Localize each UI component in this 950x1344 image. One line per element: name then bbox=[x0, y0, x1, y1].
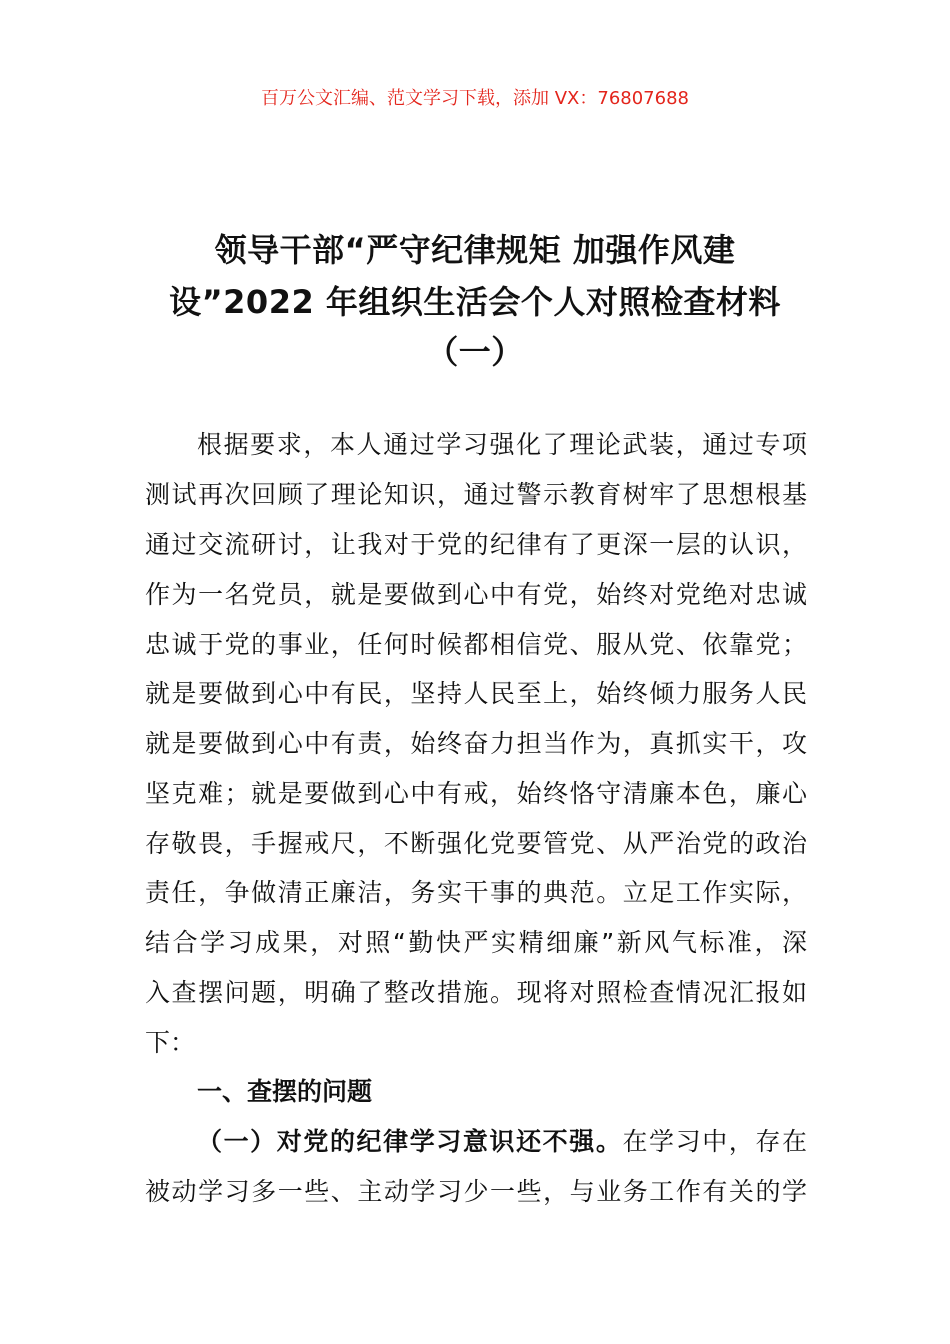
section-heading: 一、查摆的问题 bbox=[197, 1077, 373, 1106]
body-line: 存敬畏，手握戒尺，不断强化党要管党、从严治党的政治 bbox=[145, 829, 807, 858]
body-line: 就是要做到心中有民，坚持人民至上，始终倾力服务人民 bbox=[145, 679, 807, 708]
body-line: 结合学习成果，对照“勤快严实精细廉”新风气标准，深 bbox=[145, 928, 807, 957]
body-line: 坚克难；就是要做到心中有戒，始终恪守清廉本色，廉心 bbox=[145, 779, 807, 808]
body-line: 作为一名党员，就是要做到心中有党，始终对党绝对忠诚 bbox=[145, 580, 807, 609]
watermark-header: 百万公文汇编、范文学习下载，添加 VX：76807688 bbox=[261, 88, 689, 109]
subsection-line bbox=[197, 1127, 807, 1157]
document-title-line-2: 设”2022 年组织生活会个人对照检查材料 bbox=[169, 283, 781, 321]
body-line: 被动学习多一些、主动学习少一些，与业务工作有关的学 bbox=[145, 1177, 807, 1206]
body-line: 忠诚于党的事业，任何时候都相信党、服从党、依靠党； bbox=[145, 630, 807, 659]
body-line: 下： bbox=[145, 1028, 196, 1057]
body-line: 责任，争做清正廉洁，务实干事的典范。立足工作实际， bbox=[145, 878, 807, 907]
body-line: 根据要求，本人通过学习强化了理论武装，通过专项 bbox=[197, 430, 807, 459]
document-title-line-1: 领导干部“严守纪律规矩 加强作风建 bbox=[214, 231, 736, 269]
body-line: 测试再次回顾了理论知识，通过警示教育树牢了思想根基 bbox=[145, 480, 807, 509]
body-line: 入查摆问题，明确了整改措施。现将对照检查情况汇报如 bbox=[145, 978, 807, 1007]
document-title-line-3: （一） bbox=[426, 333, 524, 371]
subsection-text: 在学习中，存在 bbox=[622, 1127, 807, 1156]
body-line: 就是要做到心中有责，始终奋力担当作为，真抓实干，攻 bbox=[145, 729, 807, 758]
body-line: 通过交流研讨，让我对于党的纪律有了更深一层的认识， bbox=[145, 530, 807, 559]
subsection-heading: （一）对党的纪律学习意识还不强。 bbox=[197, 1127, 623, 1156]
